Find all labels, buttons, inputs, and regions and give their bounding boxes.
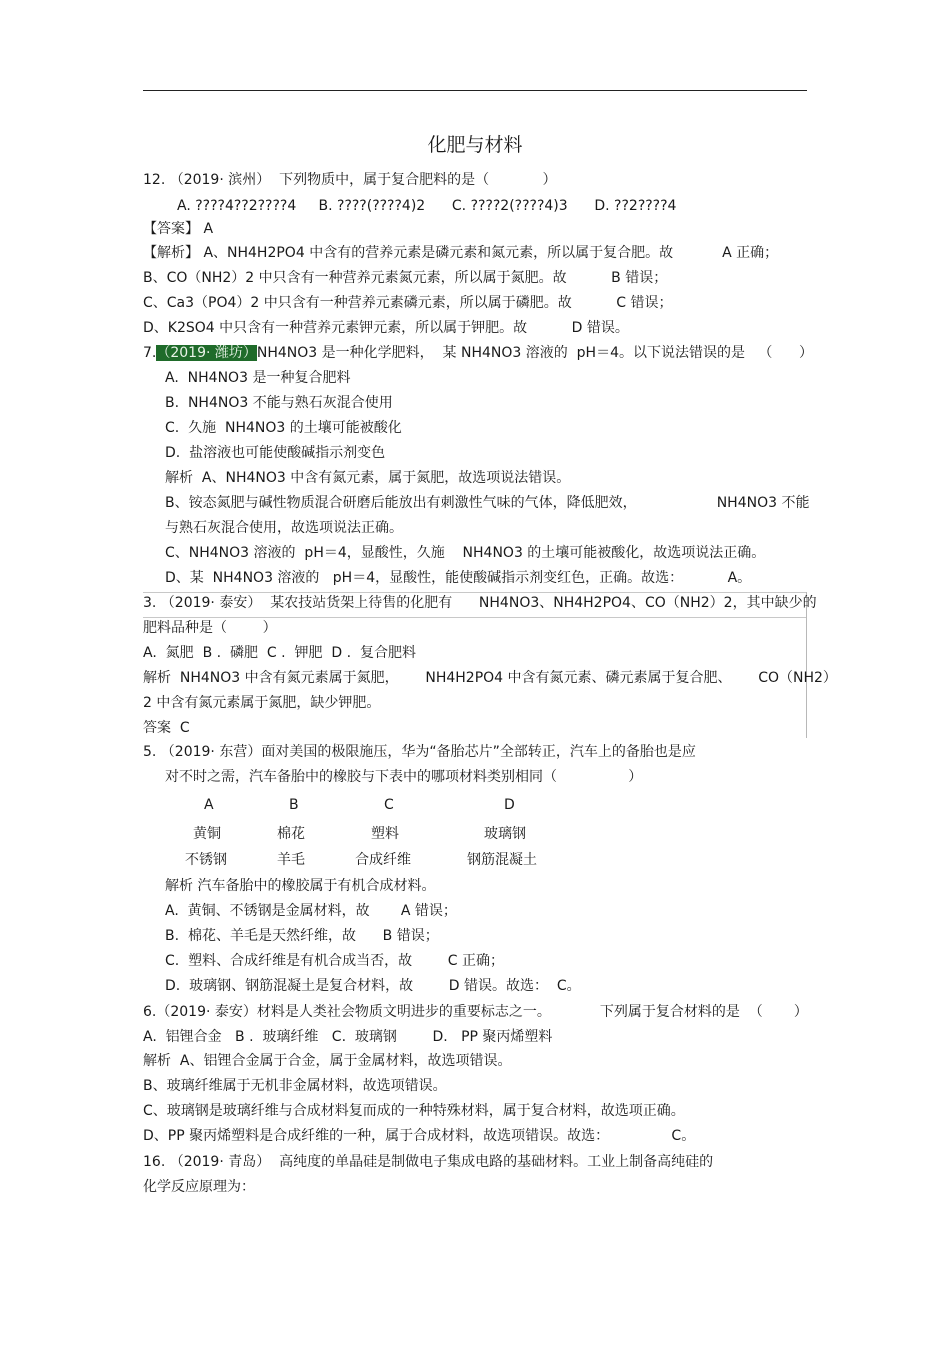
q16-stem-cont: 化学反应原理为： bbox=[143, 1179, 255, 1195]
q5-analysis-line: C. 塑料、合成纤维是有机合成当否，故 C 正确； bbox=[165, 953, 504, 969]
q7-analysis-line: B、铵态氮肥与碱性物质混合研磨后能放出有刺激性气味的气体，降低肥效， NH4NO3 不能 bbox=[165, 495, 810, 511]
q3-stem-cont: 肥料品种是（ ） bbox=[143, 620, 277, 636]
q6-analysis-line: 解析 A、铝锂合金属于合金，属于金属材料，故选项错误。 bbox=[143, 1053, 512, 1069]
q5-analysis-line: B. 棉花、羊毛是天然纤维，故 B 错误； bbox=[165, 928, 439, 944]
table-cell: 不锈钢 bbox=[185, 852, 227, 868]
q5-analysis-line: 解析 汽车备胎中的橡胶属于有机合成材料。 bbox=[165, 878, 436, 894]
q3-analysis-line: 解析 NH4NO3 中含有氮元素属于氮肥， NH4H2PO4 中含有氮元素、磷元素属于复合肥、 CO（NH2） bbox=[143, 670, 837, 686]
q7-option: B. NH4NO3 不能与熟石灰混合使用 bbox=[165, 395, 393, 411]
q7-analysis-line: 解析 A、NH4NO3 中含有氮元素，属于氮肥，故选项说法错误。 bbox=[165, 470, 571, 486]
q12-analysis-line: D、K2SO4 中只含有一种营养元素钾元素，所以属于钾肥。故 D 错误。 bbox=[143, 320, 629, 336]
page-title: 化肥与材料 bbox=[427, 134, 523, 156]
q12-stem: 12. （2019· 滨州） 下列物质中，属于复合肥料的是（ ） bbox=[143, 172, 557, 188]
q12-answer: 【答案】 A bbox=[143, 221, 214, 237]
q5-analysis-line: A. 黄铜、不锈钢是金属材料，故 A 错误； bbox=[165, 903, 457, 919]
table-cell: 玻璃钢 bbox=[484, 826, 526, 842]
q3-analysis-line: 2 中含有氮元素属于氮肥，缺少钾肥。 bbox=[143, 695, 381, 711]
q12-options: A. ????4??2????4 B. ????(????4)2 C. ????2(????4)3 D. ??2????4 bbox=[177, 198, 677, 214]
q3-box-right bbox=[806, 592, 807, 738]
q7-stem-line: 7.（2019· 潍坊）NH4NO3 是一种化学肥料， 某 NH4NO3 溶液的 pH＝4。以下说法错误的是 （ ） bbox=[143, 345, 814, 361]
q3-stem: 3. （2019· 泰安） 某农技站货架上待售的化肥有 NH4NO3、NH4H2PO4、CO（NH2）2，其中缺少的 bbox=[143, 595, 817, 611]
table-header: C bbox=[384, 797, 394, 813]
q7-source-highlight: （2019· 潍坊） bbox=[156, 345, 257, 361]
table-header: D bbox=[504, 797, 515, 813]
q5-stem: 5. （2019· 东营）面对美国的极限施压，华为“备胎芯片”全部转正，汽车上的备胎也是应 bbox=[143, 744, 696, 760]
header-rule bbox=[143, 90, 807, 91]
table-cell: 钢筋混凝土 bbox=[467, 852, 537, 868]
q7-option: D. 盐溶液也可能使酸碱指示剂变色 bbox=[165, 445, 386, 461]
q12-analysis-line: 【解析】 A、NH4H2PO4 中含有的营养元素是磷元素和氮元素，所以属于复合肥。故 A 正确； bbox=[143, 245, 779, 261]
q3-options: A. 氮肥 B . 磷肥 C . 钾肥 D . 复合肥料 bbox=[143, 645, 416, 661]
q7-option: C. 久施 NH4NO3 的土壤可能被酸化 bbox=[165, 420, 402, 436]
table-cell: 羊毛 bbox=[277, 852, 305, 868]
q6-analysis-line: C、玻璃钢是玻璃纤维与合成材料复而成的一种特殊材料，属于复合材料，故选项正确。 bbox=[143, 1103, 685, 1119]
q7-option: A. NH4NO3 是一种复合肥料 bbox=[165, 370, 351, 386]
table-cell: 黄铜 bbox=[193, 826, 221, 842]
q6-options: A. 铝锂合金 B . 玻璃纤维 C. 玻璃钢 D. PP 聚丙烯塑料 bbox=[143, 1029, 553, 1045]
q7-analysis-line: D、某 NH4NO3 溶液的 pH＝4，显酸性，能使酸碱指示剂变红色，正确。故选： A。 bbox=[165, 570, 752, 586]
table-header: A bbox=[204, 797, 214, 813]
q7-analysis-line: C、NH4NO3 溶液的 pH＝4，显酸性，久施 NH4NO3 的土壤可能被酸化，故选项说法正确。 bbox=[165, 545, 766, 561]
q3-answer: 答案 C bbox=[143, 720, 190, 736]
table-cell: 棉花 bbox=[277, 826, 305, 842]
q7-stem: NH4NO3 是一种化学肥料， 某 NH4NO3 溶液的 pH＝4。以下说法错误的是 （ ） bbox=[256, 345, 814, 361]
q12-analysis-line: C、Ca3（PO4）2 中只含有一种营养元素磷元素，所以属于磷肥。故 C 错误； bbox=[143, 295, 673, 311]
q6-stem: 6.（2019· 泰安）材料是人类社会物质文明进步的重要标志之一。 下列属于复合材料的是 （ ） bbox=[143, 1004, 808, 1020]
q12-analysis-line: B、CO（NH2）2 中只含有一种营养元素氮元素，所以属于氮肥。故 B 错误； bbox=[143, 270, 668, 286]
q6-analysis-line: D、PP 聚丙烯塑料是合成纤维的一种，属于合成材料，故选项错误。故选： C。 bbox=[143, 1128, 696, 1144]
q5-stem-cont: 对不时之需，汽车备胎中的橡胶与下表中的哪项材料类别相同（ ） bbox=[165, 769, 643, 785]
q16-stem: 16. （2019· 青岛） 高纯度的单晶硅是制做电子集成电路的基础材料。工业上制备高纯硅的 bbox=[143, 1154, 714, 1170]
table-cell: 塑料 bbox=[371, 826, 399, 842]
table-header: B bbox=[289, 797, 299, 813]
table-cell: 合成纤维 bbox=[355, 852, 411, 868]
q6-analysis-line: B、玻璃纤维属于无机非金属材料，故选项错误。 bbox=[143, 1078, 447, 1094]
q7-analysis-line: 与熟石灰混合使用，故选项说法正确。 bbox=[165, 520, 403, 536]
q5-analysis-line: D. 玻璃钢、钢筋混凝土是复合材料，故 D 错误。故选： C。 bbox=[165, 978, 581, 994]
